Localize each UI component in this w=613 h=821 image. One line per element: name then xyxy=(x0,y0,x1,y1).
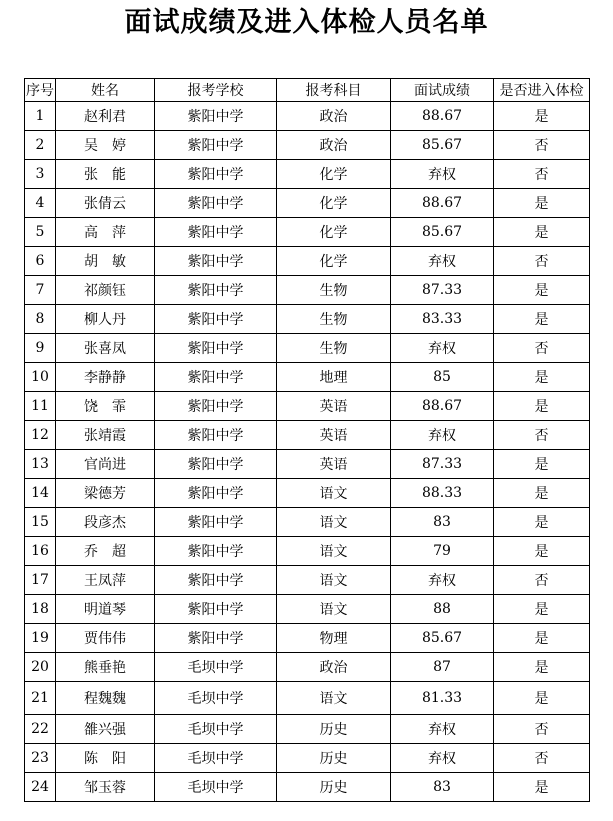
cell-name: 祁颜钰 xyxy=(56,276,155,305)
cell-name: 邹玉蓉 xyxy=(56,773,155,802)
cell-score: 85.67 xyxy=(391,218,494,247)
cell-school: 毛坝中学 xyxy=(155,744,277,773)
cell-physical-exam: 是 xyxy=(494,189,590,218)
cell-name: 王凤萍 xyxy=(56,566,155,595)
cell-subject: 政治 xyxy=(277,131,391,160)
cell-school: 紫阳中学 xyxy=(155,218,277,247)
cell-physical-exam: 是 xyxy=(494,653,590,682)
cell-physical-exam: 是 xyxy=(494,508,590,537)
cell-subject: 历史 xyxy=(277,773,391,802)
cell-school: 紫阳中学 xyxy=(155,624,277,653)
cell-school: 紫阳中学 xyxy=(155,160,277,189)
header-score: 面试成绩 xyxy=(391,79,494,102)
cell-seq: 9 xyxy=(25,334,56,363)
cell-name: 陈 阳 xyxy=(56,744,155,773)
cell-subject: 英语 xyxy=(277,421,391,450)
header-row xyxy=(25,79,590,102)
cell-physical-exam: 是 xyxy=(494,218,590,247)
cell-seq: 23 xyxy=(25,744,56,773)
cell-school: 毛坝中学 xyxy=(155,773,277,802)
table-row xyxy=(25,305,590,334)
cell-physical-exam: 否 xyxy=(494,715,590,744)
cell-subject: 历史 xyxy=(277,715,391,744)
cell-name: 贾伟伟 xyxy=(56,624,155,653)
cell-seq: 10 xyxy=(25,363,56,392)
cell-name: 程魏魏 xyxy=(56,682,155,715)
table-row xyxy=(25,744,590,773)
cell-subject: 英语 xyxy=(277,392,391,421)
cell-school: 毛坝中学 xyxy=(155,653,277,682)
cell-score: 弃权 xyxy=(391,160,494,189)
cell-school: 紫阳中学 xyxy=(155,566,277,595)
table-row xyxy=(25,479,590,508)
table-row xyxy=(25,566,590,595)
cell-name: 吴 婷 xyxy=(56,131,155,160)
cell-physical-exam: 否 xyxy=(494,744,590,773)
table-row xyxy=(25,508,590,537)
cell-seq: 12 xyxy=(25,421,56,450)
cell-physical-exam: 是 xyxy=(494,276,590,305)
cell-seq: 13 xyxy=(25,450,56,479)
cell-score: 88.67 xyxy=(391,392,494,421)
cell-school: 紫阳中学 xyxy=(155,131,277,160)
cell-subject: 政治 xyxy=(277,653,391,682)
cell-score: 弃权 xyxy=(391,247,494,276)
cell-seq: 17 xyxy=(25,566,56,595)
cell-seq: 24 xyxy=(25,773,56,802)
cell-name: 饶 霏 xyxy=(56,392,155,421)
cell-physical-exam: 否 xyxy=(494,334,590,363)
cell-seq: 20 xyxy=(25,653,56,682)
cell-physical-exam: 是 xyxy=(494,392,590,421)
header-physical-exam: 是否进入体检 xyxy=(494,79,590,102)
cell-school: 紫阳中学 xyxy=(155,450,277,479)
cell-physical-exam: 是 xyxy=(494,363,590,392)
cell-name: 张倩云 xyxy=(56,189,155,218)
table-row xyxy=(25,450,590,479)
cell-seq: 18 xyxy=(25,595,56,624)
cell-school: 紫阳中学 xyxy=(155,363,277,392)
cell-score: 83.33 xyxy=(391,305,494,334)
cell-name: 梁德芳 xyxy=(56,479,155,508)
cell-school: 毛坝中学 xyxy=(155,682,277,715)
cell-physical-exam: 是 xyxy=(494,624,590,653)
table-row xyxy=(25,131,590,160)
cell-subject: 语文 xyxy=(277,566,391,595)
cell-physical-exam: 否 xyxy=(494,160,590,189)
cell-score: 88.33 xyxy=(391,479,494,508)
cell-subject: 历史 xyxy=(277,744,391,773)
cell-school: 紫阳中学 xyxy=(155,537,277,566)
cell-score: 88.67 xyxy=(391,102,494,131)
cell-subject: 语文 xyxy=(277,479,391,508)
cell-score: 88.67 xyxy=(391,189,494,218)
cell-name: 熊垂艳 xyxy=(56,653,155,682)
cell-name: 张喜凤 xyxy=(56,334,155,363)
table-row xyxy=(25,682,590,715)
cell-name: 胡 敏 xyxy=(56,247,155,276)
cell-physical-exam: 是 xyxy=(494,102,590,131)
cell-name: 雒兴强 xyxy=(56,715,155,744)
cell-seq: 5 xyxy=(25,218,56,247)
table-row xyxy=(25,421,590,450)
table-row xyxy=(25,595,590,624)
table-row xyxy=(25,218,590,247)
table-row xyxy=(25,160,590,189)
cell-school: 紫阳中学 xyxy=(155,479,277,508)
table-row xyxy=(25,189,590,218)
cell-physical-exam: 是 xyxy=(494,773,590,802)
table-row xyxy=(25,624,590,653)
table-body xyxy=(25,102,590,802)
table-row xyxy=(25,537,590,566)
cell-school: 紫阳中学 xyxy=(155,102,277,131)
table-row xyxy=(25,773,590,802)
cell-seq: 11 xyxy=(25,392,56,421)
cell-name: 乔 超 xyxy=(56,537,155,566)
header-school: 报考学校 xyxy=(155,79,277,102)
cell-school: 紫阳中学 xyxy=(155,334,277,363)
cell-seq: 3 xyxy=(25,160,56,189)
cell-subject: 语文 xyxy=(277,682,391,715)
cell-physical-exam: 是 xyxy=(494,479,590,508)
cell-score: 79 xyxy=(391,537,494,566)
cell-score: 83 xyxy=(391,508,494,537)
table-row xyxy=(25,392,590,421)
cell-name: 柳人丹 xyxy=(56,305,155,334)
cell-score: 85.67 xyxy=(391,624,494,653)
cell-seq: 16 xyxy=(25,537,56,566)
table-row xyxy=(25,715,590,744)
cell-score: 87.33 xyxy=(391,450,494,479)
cell-school: 紫阳中学 xyxy=(155,421,277,450)
table-row xyxy=(25,334,590,363)
cell-subject: 生物 xyxy=(277,305,391,334)
cell-physical-exam: 否 xyxy=(494,131,590,160)
cell-physical-exam: 是 xyxy=(494,537,590,566)
cell-subject: 化学 xyxy=(277,189,391,218)
cell-name: 张靖霞 xyxy=(56,421,155,450)
cell-school: 紫阳中学 xyxy=(155,247,277,276)
cell-score: 弃权 xyxy=(391,566,494,595)
cell-subject: 化学 xyxy=(277,218,391,247)
cell-seq: 21 xyxy=(25,682,56,715)
cell-name: 赵利君 xyxy=(56,102,155,131)
cell-score: 85.67 xyxy=(391,131,494,160)
cell-subject: 政治 xyxy=(277,102,391,131)
table-row xyxy=(25,363,590,392)
cell-score: 87.33 xyxy=(391,276,494,305)
cell-score: 85 xyxy=(391,363,494,392)
cell-physical-exam: 否 xyxy=(494,421,590,450)
cell-physical-exam: 否 xyxy=(494,566,590,595)
cell-seq: 14 xyxy=(25,479,56,508)
cell-subject: 语文 xyxy=(277,508,391,537)
cell-name: 明道琴 xyxy=(56,595,155,624)
cell-name: 李静静 xyxy=(56,363,155,392)
table-row xyxy=(25,653,590,682)
cell-score: 弃权 xyxy=(391,334,494,363)
cell-physical-exam: 是 xyxy=(494,450,590,479)
cell-subject: 生物 xyxy=(277,334,391,363)
cell-subject: 语文 xyxy=(277,537,391,566)
cell-score: 弃权 xyxy=(391,744,494,773)
cell-seq: 22 xyxy=(25,715,56,744)
cell-subject: 英语 xyxy=(277,450,391,479)
cell-seq: 15 xyxy=(25,508,56,537)
cell-seq: 19 xyxy=(25,624,56,653)
cell-subject: 物理 xyxy=(277,624,391,653)
header-subject: 报考科目 xyxy=(277,79,391,102)
cell-score: 88 xyxy=(391,595,494,624)
cell-subject: 地理 xyxy=(277,363,391,392)
cell-school: 紫阳中学 xyxy=(155,595,277,624)
cell-subject: 化学 xyxy=(277,160,391,189)
cell-school: 紫阳中学 xyxy=(155,189,277,218)
results-table xyxy=(24,78,590,802)
cell-school: 紫阳中学 xyxy=(155,305,277,334)
cell-physical-exam: 是 xyxy=(494,682,590,715)
page-title: 面试成绩及进入体检人员名单 xyxy=(124,7,489,38)
cell-name: 张 能 xyxy=(56,160,155,189)
cell-physical-exam: 否 xyxy=(494,247,590,276)
cell-score: 弃权 xyxy=(391,421,494,450)
cell-subject: 化学 xyxy=(277,247,391,276)
table-header xyxy=(25,79,590,102)
header-seq: 序号 xyxy=(25,79,56,102)
cell-score: 83 xyxy=(391,773,494,802)
table-row xyxy=(25,102,590,131)
cell-score: 81.33 xyxy=(391,682,494,715)
cell-school: 紫阳中学 xyxy=(155,392,277,421)
cell-school: 紫阳中学 xyxy=(155,276,277,305)
cell-school: 毛坝中学 xyxy=(155,715,277,744)
cell-score: 87 xyxy=(391,653,494,682)
cell-seq: 6 xyxy=(25,247,56,276)
cell-name: 高 萍 xyxy=(56,218,155,247)
cell-seq: 4 xyxy=(25,189,56,218)
header-name: 姓名 xyxy=(56,79,155,102)
cell-seq: 1 xyxy=(25,102,56,131)
cell-subject: 生物 xyxy=(277,276,391,305)
cell-school: 紫阳中学 xyxy=(155,508,277,537)
table-row xyxy=(25,247,590,276)
cell-name: 官尚进 xyxy=(56,450,155,479)
cell-seq: 7 xyxy=(25,276,56,305)
cell-score: 弃权 xyxy=(391,715,494,744)
cell-physical-exam: 是 xyxy=(494,305,590,334)
cell-physical-exam: 是 xyxy=(494,595,590,624)
table-row xyxy=(25,276,590,305)
cell-seq: 8 xyxy=(25,305,56,334)
cell-subject: 语文 xyxy=(277,595,391,624)
cell-seq: 2 xyxy=(25,131,56,160)
cell-name: 段彦杰 xyxy=(56,508,155,537)
